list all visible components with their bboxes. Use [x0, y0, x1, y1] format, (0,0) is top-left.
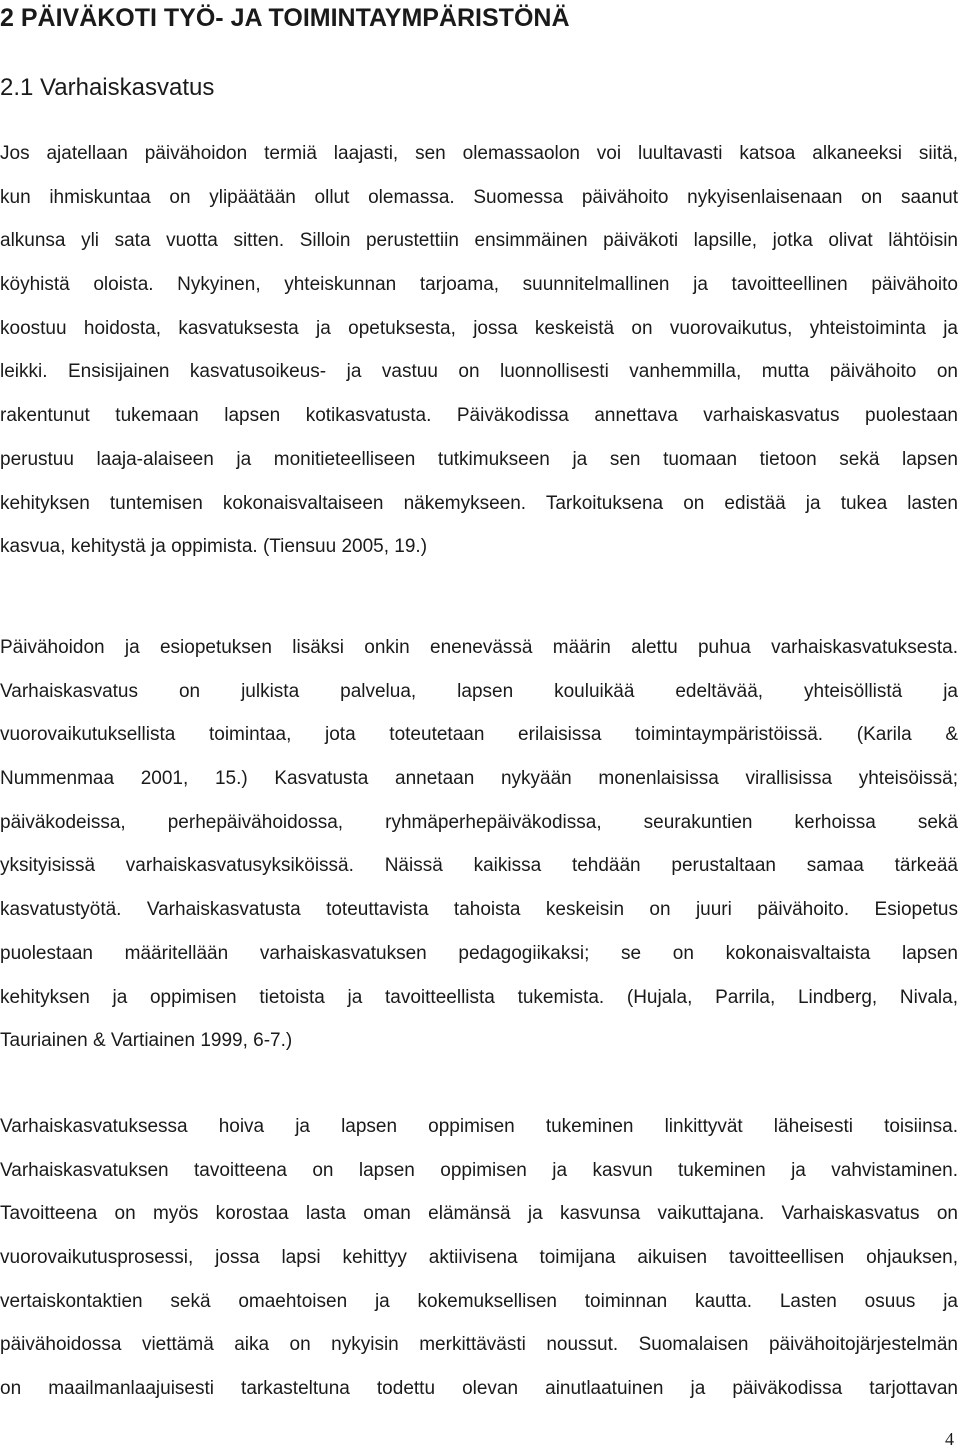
paragraph-line: Varhaiskasvatuksen tavoitteena on lapsen oppimisen ja kasvun tukeminen ja vahvistaminen. [0, 1159, 958, 1181]
paragraph-1 [0, 132, 958, 569]
paragraph-line: alkunsa yli sata vuotta sitten. Silloin perustettiin ensimmäinen päiväkoti lapsille, jotka olivat lähtöisin [0, 230, 958, 252]
paragraph-line: kun ihmiskuntaa on ylipäätään ollut olemassa. Suomessa päivähoito nykyisenlaisenaan on saanut [0, 186, 958, 208]
paragraph-line: kasvua, kehitystä ja oppimista. (Tiensuu 2005, 19.) [0, 536, 428, 558]
paragraph-line: kehityksen tuntemisen kokonaisvaltaiseen näkemykseen. Tarkoituksena on edistää ja tukea lasten [0, 492, 958, 514]
paragraph-line: leikki. Ensisijainen kasvatusoikeus- ja vastuu on luonnollisesti vanhemmilla, mutta päivähoito on [0, 361, 958, 383]
paragraph-line: on maailmanlaajuisesti tarkasteltuna todettu olevan ainutlaatuinen ja päiväkodissa tarjottavan [0, 1378, 958, 1400]
paragraph-line: Tavoitteena on myös korostaa lasta oman elämänsä ja kasvunsa vaikuttajana. Varhaiskasvatus on [0, 1203, 958, 1225]
paragraph-line: rakentunut tukemaan lapsen kotikasvatusta. Päiväkodissa annettava varhaiskasvatus puolestaan [0, 405, 958, 427]
section-heading: 2.1 Varhaiskasvatus [0, 74, 215, 101]
paragraph-line: päivähoidossa viettämä aika on nykyisin merkittävästi noussut. Suomalaisen päivähoitojärjestelmän [0, 1334, 958, 1356]
paragraph-line: Varhaiskasvatus on julkista palvelua, lapsen kouluikää edeltävää, yhteisöllistä ja [0, 680, 958, 702]
paragraph-line: vuorovaikutusprosessi, jossa lapsi kehittyy aktiivisena toimijana aikuisen tavoitteellisen ohjauksen, [0, 1247, 958, 1269]
paragraph-line: päiväkodeissa, perhepäivähoidossa, ryhmäperhepäiväkodissa, seurakuntien kerhoissa sekä [0, 811, 958, 833]
paragraph-line: koostuu hoidosta, kasvatuksesta ja opetuksesta, jossa keskeistä on vuorovaikutus, yhteistoiminta ja [0, 317, 958, 339]
paragraph-line: puolestaan määritellään varhaiskasvatuksen pedagogiikaksi; se on kokonaisvaltaista lapsen [0, 942, 958, 964]
paragraph-line: Varhaiskasvatuksessa hoiva ja lapsen oppimisen tukeminen linkittyvät läheisesti toisiinsa. [0, 1116, 958, 1137]
paragraph-line: Päivähoidon ja esiopetuksen lisäksi onkin enenevässä määrin alettu puhua varhaiskasvatuksesta. [0, 637, 958, 658]
paragraph-line: kehityksen ja oppimisen tietoista ja tavoitteellista tukemista. (Hujala, Parrila, Lindberg, Nivala, [0, 986, 958, 1008]
paragraph-line: Nummenmaa 2001, 15.) Kasvatusta annetaan nykyään monenlaisissa virallisissa yhteisöissä; [0, 768, 958, 790]
paragraph-line: köyhistä oloista. Nykyinen, yhteiskunnan tarjoama, suunnitelmallinen ja tavoitteellinen päivähoito [0, 274, 958, 296]
paragraph-line: yksityisissä varhaiskasvatusyksiköissä. Näissä kaikissa tehdään perustaltaan samaa tärkeää [0, 855, 958, 877]
paragraph-3 [0, 1105, 958, 1411]
paragraph-line: perustuu laaja-alaiseen ja monitieteelliseen tutkimukseen ja sen tuomaan tietoon sekä lapsen [0, 448, 958, 470]
paragraph-2 [0, 626, 958, 1063]
paragraph-line: vertaiskontaktien sekä omaehtoisen ja kokemuksellisen toiminnan kautta. Lasten osuus ja [0, 1290, 958, 1312]
paragraph-line: Tauriainen & Vartiainen 1999, 6-7.) [0, 1030, 293, 1052]
page-number: 4 [945, 1429, 954, 1449]
paragraph-line: Jos ajatellaan päivähoidon termiä laajasti, sen olemassaolon voi luultavasti katsoa alkaneeksi siitä, [0, 143, 958, 164]
chapter-heading: 2 PÄIVÄKOTI TYÖ- JA TOIMINTAYMPÄRISTÖNÄ [0, 4, 570, 32]
paragraph-line: vuorovaikutuksellista toimintaa, jota toteutetaan erilaisissa toimintaympäristöissä. (Karila & [0, 724, 958, 746]
paragraph-line: kasvatustyötä. Varhaiskasvatusta toteuttavista tahoista keskeisin on juuri päivähoito. Esiopetus [0, 899, 958, 921]
